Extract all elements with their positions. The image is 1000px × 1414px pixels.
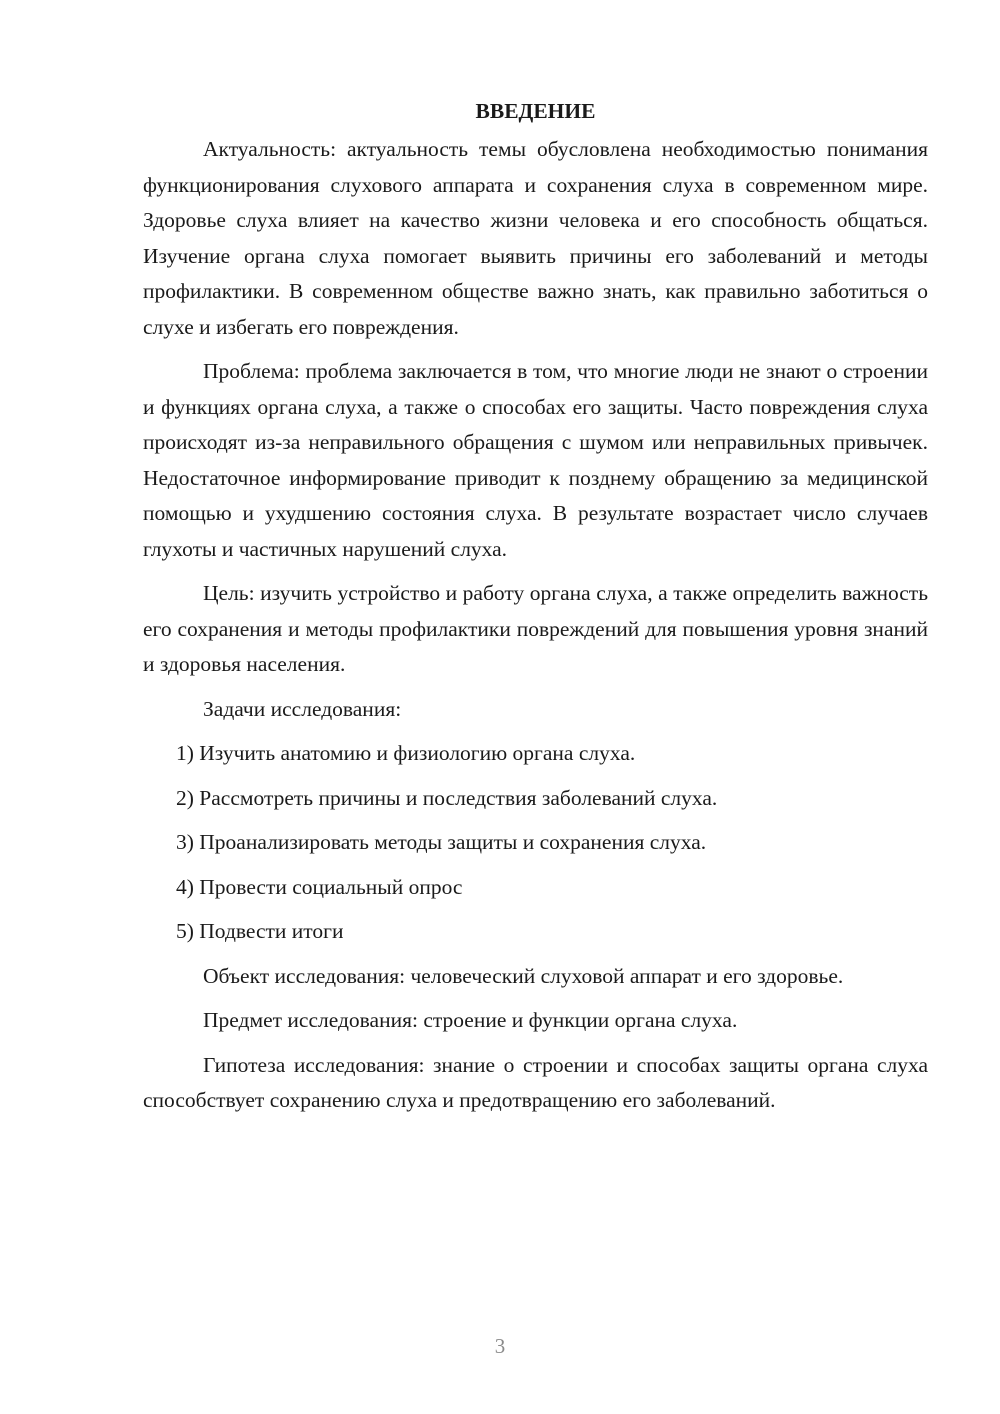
task-item: 1) Изучить анатомию и физиологию органа слуха. xyxy=(176,741,636,765)
task-item: 5) Подвести итоги xyxy=(176,919,344,943)
task-item: 4) Провести социальный опрос xyxy=(176,874,463,899)
paragraph-goal: Цель: изучить устройство и работу органа слуха, а также определить важность его сохранения и методы профилактики повреждений для повышения уровня знаний и здоровья населения. xyxy=(143,581,928,676)
paragraph-relevance: Актуальность: актуальность темы обусловлена необходимостью понимания функционирования слухового аппарата и сохранения слуха в современном мире. Здоровье слуха влияет на качество жизни человека и его способность общаться. Изучение органа слуха помогает выявить причины его заболеваний и методы профилактики. В современном обществе важно знать, как правильно заботиться о слухе и избегать его повреждения. xyxy=(143,137,928,339)
tasks-list xyxy=(143,736,928,950)
page-content xyxy=(143,95,928,1128)
page-number: 3 xyxy=(494,1334,506,1358)
tasks-heading: Задачи исследования: xyxy=(203,696,402,721)
paragraph-subject: Предмет исследования: строение и функции органа слуха. xyxy=(203,1008,738,1032)
task-item: 2) Рассмотреть причины и последствия заболеваний слуха. xyxy=(176,785,718,810)
task-item: 3) Проанализировать методы защиты и сохранения слуха. xyxy=(176,830,707,854)
section-title: ВВЕДЕНИЕ xyxy=(475,99,596,123)
paragraph-object: Объект исследования: человеческий слуховой аппарат и его здоровье. xyxy=(203,963,844,988)
paragraph-problem: Проблема: проблема заключается в том, что многие люди не знают о строении и функциях органа слуха, а также о способах его защиты. Часто повреждения слуха происходят из-за неправильного обращения с шумом или неправильных привычек. Недостаточное информирование приводит к позднему обращению за медицинской помощью и ухудшению состояния слуха. В результате возрастает число случаев глухоты и частичных нарушений слуха. xyxy=(143,359,928,561)
paragraph-hypothesis: Гипотеза исследования: знание о строении и способах защиты органа слуха способствует сохранению слуха и предотвращению его заболеваний. xyxy=(143,1052,928,1112)
